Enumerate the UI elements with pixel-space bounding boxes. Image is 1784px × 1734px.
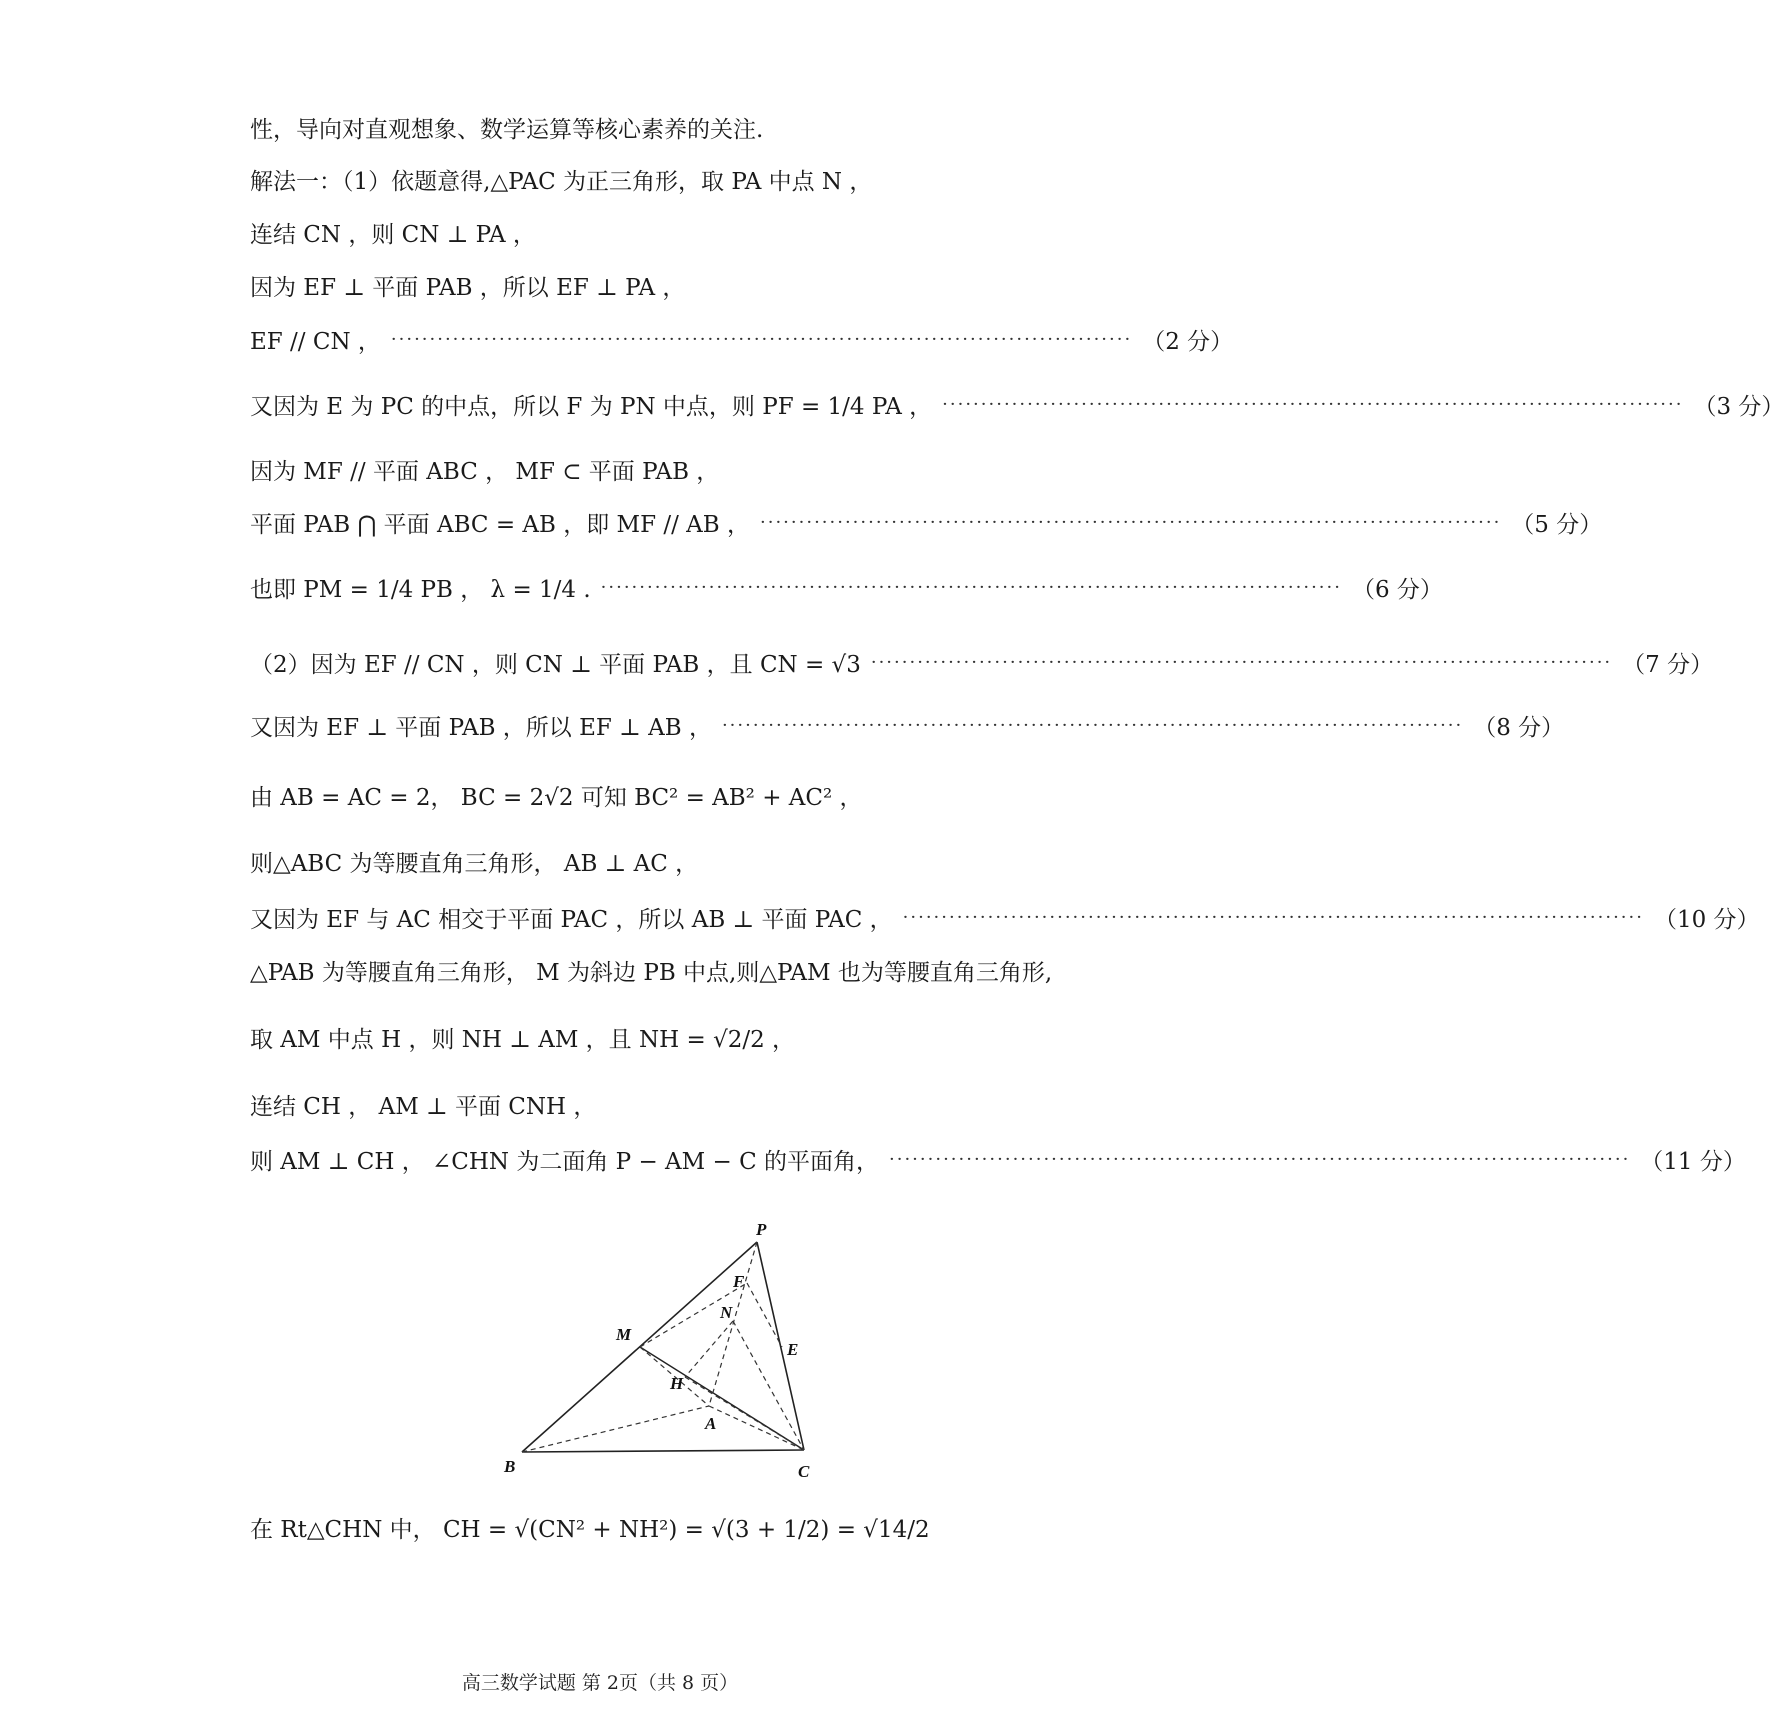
solution-line-1 [250, 160, 1134, 204]
edge-HC [685, 1377, 804, 1450]
solution-line-16 [250, 1085, 1134, 1129]
tetrahedron-diagram [480, 1215, 840, 1485]
score: （7 分） [1622, 652, 1714, 678]
text: 性，导向对直观想象、数学运算等核心素养的关注. [250, 117, 764, 143]
page-footer: 高三数学试题 第 2页（共 8 页） [461, 1672, 739, 1694]
solution-line-15 [250, 1018, 1134, 1062]
text: 连结 CN ，则 CN ⊥ PA ， [250, 222, 536, 248]
text: 又因为 EF ⊥ 平面 PAB ，所以 EF ⊥ AB ， [250, 715, 712, 741]
label-N: N [720, 1303, 733, 1322]
label-C: C [798, 1462, 810, 1481]
label-B: B [504, 1457, 516, 1476]
edge-PB [522, 1242, 757, 1452]
label-H: H [670, 1374, 684, 1393]
edge-AC [709, 1406, 804, 1450]
score: （11 分） [1640, 1149, 1746, 1175]
text: 连结 CH ， AM ⊥ 平面 CNH ， [250, 1094, 597, 1120]
leader-dots: ································································································ [889, 1149, 1631, 1170]
label-A: A [705, 1414, 717, 1433]
geometry-figure [480, 1215, 840, 1485]
solution-line-0 [250, 108, 1134, 152]
score: （10 分） [1653, 907, 1760, 933]
edge-BA [522, 1406, 709, 1452]
label-E: E [787, 1340, 799, 1359]
text: △PAB 为等腰直角三角形， M 为斜边 PB 中点,则△PAM 也为等腰直角三角形, [250, 960, 1053, 986]
score: （8 分） [1473, 715, 1565, 741]
solution-line-3 [250, 266, 1134, 310]
solution-line-8 [250, 568, 1443, 612]
edge-BC [522, 1450, 804, 1452]
edge-PA [709, 1242, 757, 1406]
score: （2 分） [1142, 329, 1234, 355]
text: 又因为 E 为 PC 的中点，所以 F 为 PN 中点，则 PF = 1/4 PA ， [250, 394, 933, 420]
solution-line-12 [250, 842, 1134, 886]
solution-line-5 [250, 385, 1784, 429]
solution-line-2 [250, 213, 1134, 257]
solution-line-18 [250, 1508, 1134, 1552]
text: 则 AM ⊥ CH ， ∠CHN 为二面角 P − AM − C 的平面角， [250, 1149, 880, 1175]
text: 在 Rt△CHN 中， CH = √(CN² + NH²) = √(3 + 1/2) = √14/2 [250, 1517, 930, 1543]
text: 平面 PAB ⋂ 平面 ABC = AB ，即 MF // AB ， [250, 512, 751, 538]
solution-line-6 [250, 450, 1134, 494]
score: （6 分） [1351, 577, 1443, 603]
label-M: M [616, 1325, 632, 1344]
score: （3 分） [1693, 394, 1784, 420]
leader-dots: ································································································ [390, 329, 1133, 350]
score: （5 分） [1511, 512, 1603, 538]
leader-dots: ································································································ [600, 577, 1342, 598]
label-F: F [733, 1272, 745, 1291]
solution-line-9 [250, 643, 1714, 687]
leader-dots: ································································································ [721, 715, 1464, 736]
text: EF // CN ， [250, 329, 381, 355]
text: （2）因为 EF // CN ，则 CN ⊥ 平面 PAB ，且 CN = √3 [250, 652, 861, 678]
solution-line-10 [250, 706, 1565, 750]
text: 因为 EF ⊥ 平面 PAB ，所以 EF ⊥ PA ， [250, 275, 686, 301]
leader-dots: ································································································ [760, 512, 1502, 533]
label-P: P [756, 1220, 767, 1239]
text: 因为 MF // 平面 ABC ， MF ⊂ 平面 PAB ， [250, 459, 720, 485]
text: 又因为 EF 与 AC 相交于平面 PAC ，所以 AB ⊥ 平面 PAC ， [250, 907, 893, 933]
edge-FE [747, 1283, 782, 1347]
leader-dots: ································································································ [942, 394, 1684, 415]
text: 也即 PM = 1/4 PB ， λ = 1/4 . [250, 577, 591, 603]
text: 由 AB = AC = 2， BC = 2√2 可知 BC² = AB² + AC² ， [250, 785, 863, 811]
solution-line-7 [250, 503, 1603, 547]
solution-line-17 [250, 1140, 1746, 1184]
text: 取 AM 中点 H ，则 NH ⊥ AM ，且 NH = √2/2 ， [250, 1027, 796, 1053]
text: 解法一：（1）依题意得,△PAC 为正三角形，取 PA 中点 N ， [250, 169, 873, 195]
leader-dots: ································································································ [870, 652, 1613, 673]
solution-line-11 [250, 776, 1134, 820]
solution-line-4 [250, 320, 1234, 364]
solution-line-13 [250, 898, 1760, 942]
text: 则△ABC 为等腰直角三角形， AB ⊥ AC ， [250, 851, 699, 877]
leader-dots: ································································································ [902, 907, 1644, 928]
solution-line-14 [250, 951, 1134, 995]
